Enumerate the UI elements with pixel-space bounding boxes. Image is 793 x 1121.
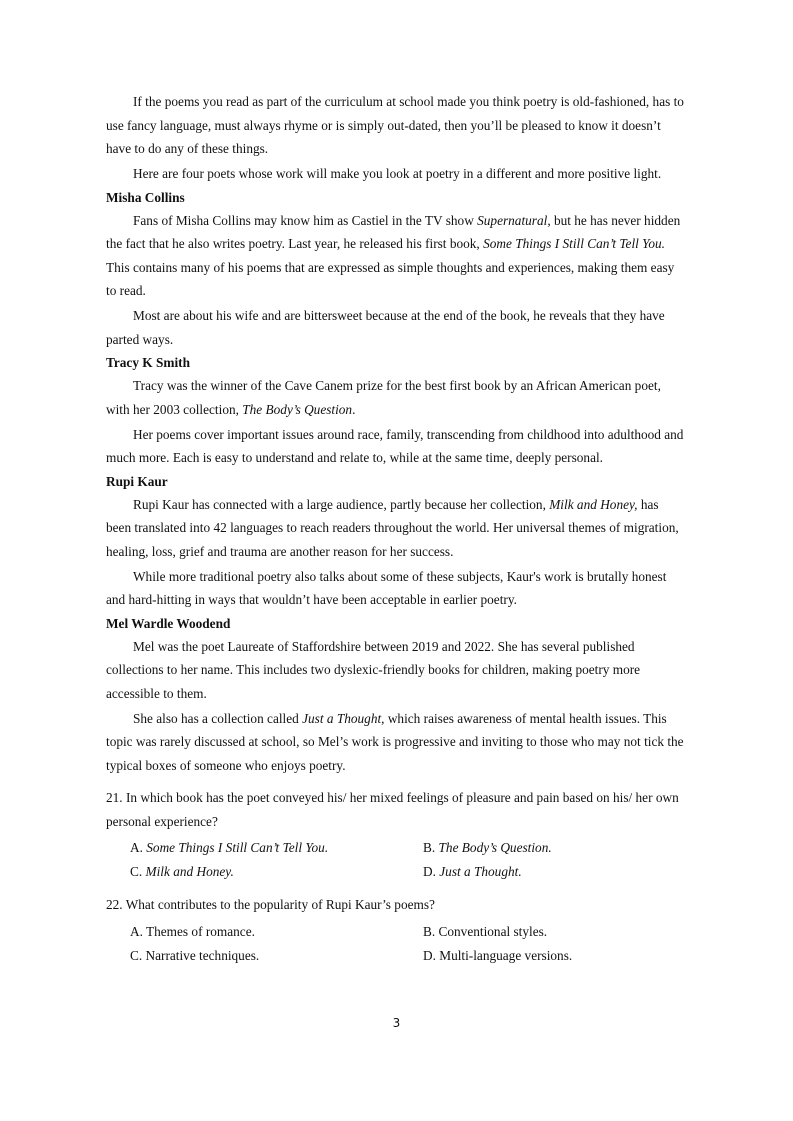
intro-paragraph-2: Here are four poets whose work will make you look at poetry in a different and more positive light. bbox=[133, 166, 662, 181]
q22-option-b[interactable]: B. Conventional styles. bbox=[423, 923, 548, 939]
q22-option-a[interactable]: A. Themes of romance. bbox=[130, 923, 255, 939]
heading-misha-collins: Misha Collins bbox=[106, 189, 185, 205]
question-21-stem: 21. In which book has the poet conveyed his/ her mixed feelings of pleasure and pain based on his/ her own personal experience? bbox=[106, 790, 679, 829]
q21-option-a[interactable]: A. Some Things I Still Can’t Tell You. bbox=[130, 840, 329, 855]
intro-paragraph-1: If the poems you read as part of the curriculum at school made you think poetry is old-fashioned, has to use fancy language, must always rhyme or is simply out-dated, then you’ll be pleased to know it doesn’t have to do any of these things. bbox=[106, 94, 684, 156]
question-22-stem: 22. What contributes to the popularity of Rupi Kaur’s poems? bbox=[106, 897, 435, 912]
q21-option-d[interactable]: D. Just a Thought. bbox=[423, 864, 522, 879]
question-22-options bbox=[106, 920, 686, 968]
tracy-paragraph-2: Her poems cover important issues around race, family, transcending from childhood into adulthood and much more. Each is easy to understand and relate to, while at the same time, deeply personal. bbox=[106, 426, 684, 465]
mel-paragraph-2: She also has a collection called Just a Thought, which raises awareness of mental health issues. This topic was rarely discussed at school, so Mel’s work is progressive and inviting to those who may not tick the typical boxes of someone who enjoys poetry. bbox=[106, 710, 684, 773]
question-21-options bbox=[106, 836, 686, 884]
heading-rupi-kaur: Rupi Kaur bbox=[106, 473, 168, 489]
q22-option-d[interactable]: D. Multi-language versions. bbox=[423, 947, 573, 963]
page-number: 3 bbox=[392, 1016, 401, 1030]
heading-mel-wardle-woodend: Mel Wardle Woodend bbox=[106, 615, 231, 631]
q21-option-c[interactable]: C. Milk and Honey. bbox=[130, 864, 234, 879]
mel-paragraph-1: Mel was the poet Laureate of Staffordshire between 2019 and 2022. She has several published collections to her name. This includes two dyslexic-friendly books for children, making poetry more accessible to them. bbox=[106, 638, 641, 701]
q22-option-c[interactable]: C. Narrative techniques. bbox=[130, 947, 260, 963]
misha-paragraph-1: Fans of Misha Collins may know him as Castiel in the TV show Supernatural, but he has never hidden the fact that he also writes poetry. Last year, he released his first book, Some Things I Still Can’t Tell You. This contains many of his poems that are expressed as simple thoughts and experiences, making them easy to read. bbox=[106, 212, 681, 298]
misha-paragraph-2: Most are about his wife and are bittersweet because at the end of the book, he reveals that they have parted ways. bbox=[106, 308, 665, 347]
tracy-paragraph-1: Tracy was the winner of the Cave Canem prize for the best first book by an African American poet, with her 2003 collection, The Body’s Question. bbox=[106, 378, 661, 417]
heading-tracy-k-smith: Tracy K Smith bbox=[106, 355, 190, 370]
rupi-paragraph-1: Rupi Kaur has connected with a large audience, partly because her collection, Milk and Honey, has been translated into 42 languages to reach readers throughout the world. Her universal themes of migration, healing, loss, grief and trauma are another reason for her success. bbox=[106, 496, 679, 559]
passage bbox=[106, 90, 686, 968]
rupi-paragraph-2: While more traditional poetry also talks about some of these subjects, Kaur's work is brutally honest and hard-hitting in ways that wouldn’t have been acceptable in earlier poetry. bbox=[106, 568, 667, 607]
q21-option-b[interactable]: B. The Body’s Question. bbox=[423, 840, 552, 855]
